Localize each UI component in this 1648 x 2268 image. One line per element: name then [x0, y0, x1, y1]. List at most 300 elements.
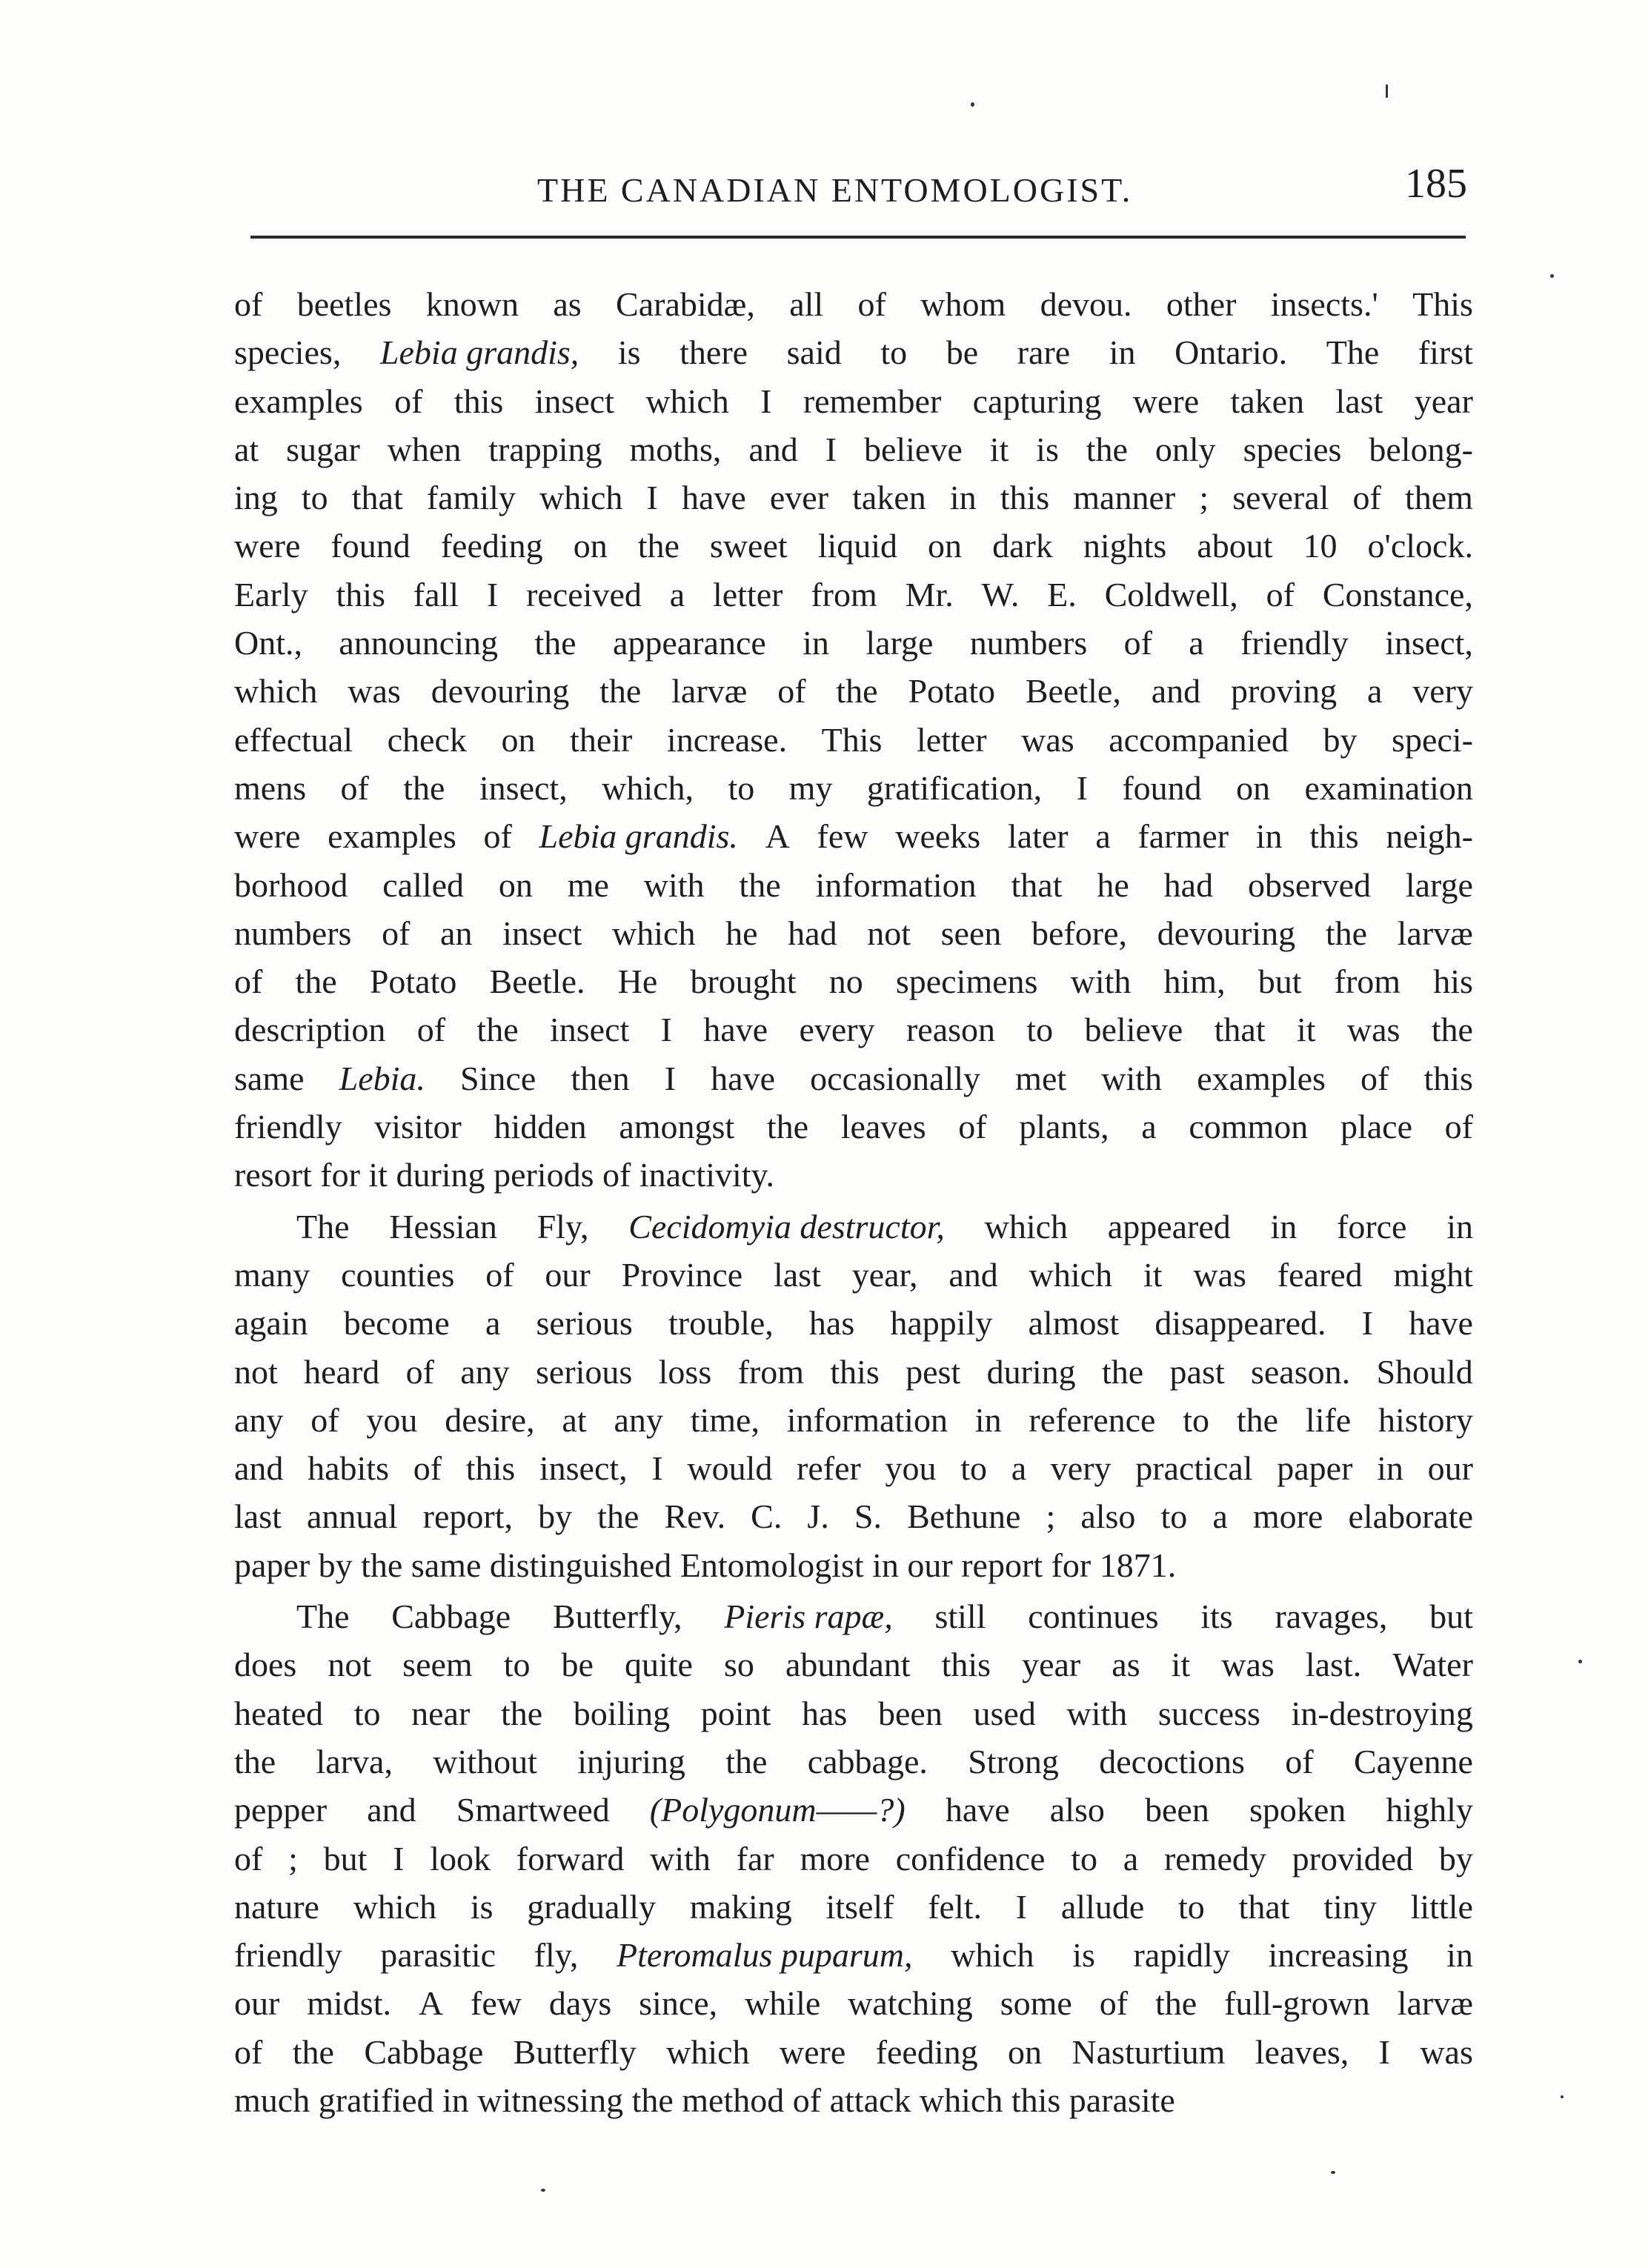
word: borhood [234, 865, 348, 904]
word: their [570, 720, 633, 759]
italic-term: Lebia. [339, 1059, 425, 1097]
word: not [867, 914, 911, 952]
word: to [1026, 1011, 1054, 1049]
word: was [1021, 720, 1074, 759]
word: met [1015, 1059, 1067, 1097]
word: the [1431, 1011, 1473, 1049]
word: as [553, 285, 582, 323]
word: Ont., [234, 624, 302, 662]
word: cabbage. [807, 1742, 928, 1780]
word: decoctions [1099, 1742, 1245, 1780]
word: Province [621, 1255, 743, 1294]
word: not [234, 1352, 278, 1391]
word: me [567, 865, 609, 904]
word: a [1123, 1839, 1139, 1878]
text-line [234, 1054, 1473, 1103]
word: tiny [1323, 1887, 1377, 1926]
word: while [745, 1984, 821, 2023]
word: few [817, 817, 868, 856]
word: last [234, 1497, 282, 1536]
text-line [234, 1979, 1473, 2027]
word: reason [906, 1011, 996, 1049]
word: plants, [1019, 1108, 1109, 1146]
word: method [682, 2081, 793, 2119]
text-line [234, 425, 1473, 473]
word: had [1163, 865, 1214, 904]
word: gradually [527, 1887, 657, 1926]
word: the [766, 1108, 809, 1146]
word: appeared [1107, 1207, 1231, 1246]
word: the [1154, 1984, 1197, 2023]
word: by [1323, 720, 1358, 759]
word: Entomologist [680, 1546, 873, 1584]
word: year, [851, 1255, 918, 1294]
word: Mr. [905, 575, 954, 613]
word: it [368, 1156, 396, 1194]
word: life [1305, 1400, 1352, 1439]
word: same [234, 1059, 305, 1097]
word: the [295, 962, 337, 1001]
text-line [234, 1835, 1473, 1883]
word: become [343, 1304, 450, 1343]
word: farmer [1137, 817, 1229, 856]
word: of [405, 1352, 434, 1391]
word: leaves, [1255, 2032, 1349, 2071]
word: little [1410, 1887, 1473, 1926]
word: this [941, 1646, 991, 1684]
word: parasitic [380, 1936, 496, 1975]
word: almost [1028, 1304, 1120, 1343]
word: increase. [666, 720, 788, 759]
word: abundant [785, 1646, 911, 1684]
italic-term: (Polygonum——?) [649, 1791, 906, 1829]
word: of [394, 382, 423, 420]
word: trouble, [668, 1304, 774, 1343]
word: all [789, 285, 824, 323]
word: ; [1199, 479, 1209, 517]
word: time, [690, 1400, 760, 1439]
word: Butterfly [513, 2032, 637, 2071]
word: weeks [895, 817, 981, 856]
word: of [416, 1011, 446, 1049]
word: watching [848, 1984, 973, 2023]
word: which, [602, 768, 694, 807]
word: I [825, 430, 837, 468]
word: ; [1046, 1497, 1056, 1536]
word: in [803, 624, 829, 662]
italic-term: Lebia grandis, [379, 333, 579, 372]
word: our [234, 1984, 280, 2023]
word: my [788, 768, 833, 807]
word: serious [536, 1304, 633, 1343]
word: in [872, 1546, 908, 1584]
word: been [878, 1694, 943, 1732]
word: look [430, 1839, 491, 1878]
word: year [1022, 1646, 1081, 1684]
word: have [711, 1059, 775, 1097]
word: Should [1376, 1352, 1473, 1391]
word: days [548, 1984, 612, 2023]
word: he [725, 914, 758, 952]
word: the [836, 672, 878, 711]
word: to [728, 768, 755, 807]
word: more [1252, 1497, 1323, 1536]
word: that [1214, 1011, 1266, 1049]
word: devouring [431, 672, 570, 711]
word: Potato [908, 672, 995, 711]
word: very [1412, 672, 1473, 711]
word: the [631, 2081, 682, 2119]
word: to [503, 1646, 531, 1684]
word: season. [1250, 1352, 1351, 1391]
word: used [973, 1694, 1036, 1732]
word: no [828, 962, 863, 1001]
word: nights [1083, 527, 1167, 565]
word: to [1183, 1400, 1210, 1439]
word: which [234, 672, 318, 711]
word: distinguished [489, 1546, 680, 1584]
text-line [234, 1883, 1473, 1931]
text-line [234, 1203, 1473, 1251]
word: paper [1277, 1449, 1353, 1488]
word: his [1433, 962, 1473, 1001]
word: in [949, 479, 977, 517]
word: continues [1028, 1597, 1159, 1636]
word: 1871. [1099, 1546, 1177, 1584]
word: resort [234, 1156, 321, 1194]
word: the [292, 2032, 334, 2071]
word: Carabidæ, [616, 285, 755, 323]
word: Since [460, 1059, 536, 1097]
word: serious [536, 1352, 633, 1391]
word: Smartweed [456, 1791, 610, 1829]
word: a [669, 575, 685, 613]
word: I [760, 382, 772, 420]
text-line [234, 1299, 1473, 1347]
word: amongst [619, 1108, 735, 1146]
word: was [1420, 2032, 1473, 2071]
word: that [351, 479, 403, 517]
word: of [1099, 1984, 1129, 2023]
word: Beetle. [489, 962, 585, 1001]
word: This [1412, 285, 1473, 323]
word: known [425, 285, 519, 323]
word: this [830, 1352, 880, 1391]
word: which [612, 914, 696, 952]
word: information [786, 1400, 948, 1439]
italic-term: Pteromalus puparum, [616, 1936, 913, 1975]
word: habits [308, 1449, 389, 1488]
text-line [234, 764, 1473, 812]
word: The [1326, 333, 1380, 372]
italic-term: Pieris rapæ, [724, 1597, 893, 1636]
word: of [1444, 1108, 1473, 1146]
word: Strong [968, 1742, 1059, 1780]
word: few [471, 1984, 522, 2023]
word: specimens [895, 962, 1038, 1001]
text-line [234, 571, 1473, 619]
word: on [1008, 2032, 1043, 2071]
word: friendly [234, 1936, 342, 1975]
text-line [234, 909, 1473, 957]
text-line [234, 1492, 1473, 1540]
word: periods [494, 1156, 602, 1194]
word: of [485, 1255, 514, 1294]
word: the [725, 1742, 768, 1780]
text-line [234, 280, 1473, 328]
word: our [1427, 1449, 1473, 1488]
text-line [234, 1005, 1473, 1054]
word: capturing [972, 382, 1102, 420]
word: and [1151, 672, 1201, 711]
word: letter [712, 575, 783, 613]
text-line [234, 1786, 1473, 1834]
word: of [1360, 1059, 1389, 1097]
word: so [724, 1646, 754, 1684]
text-line [234, 1640, 1473, 1689]
word: an [440, 914, 473, 952]
word: again [234, 1304, 308, 1343]
word: during [396, 1156, 494, 1194]
word: friendly [1240, 624, 1349, 662]
text-line [234, 1251, 1473, 1299]
word: numbers [969, 624, 1088, 662]
word: making [689, 1887, 792, 1926]
word: is [1036, 430, 1059, 468]
word: W. [981, 575, 1020, 613]
word: of [234, 285, 263, 323]
word: large [1405, 865, 1473, 904]
word: o'clock. [1367, 527, 1473, 565]
word: I [1378, 2032, 1390, 2071]
word: at [562, 1400, 587, 1439]
word: larvæ [671, 672, 748, 711]
word: appearance [612, 624, 766, 662]
word: description [234, 1011, 386, 1049]
text-line [234, 1348, 1473, 1396]
word: is [1072, 1936, 1095, 1975]
word: brought [690, 962, 797, 1001]
word: trapping [488, 430, 602, 468]
word: by [538, 1497, 573, 1536]
word: annual [306, 1497, 398, 1536]
word: counties [341, 1255, 455, 1294]
word: insect [502, 914, 582, 952]
word: taken [852, 479, 926, 517]
word: inactivity. [639, 1156, 775, 1194]
word: this [453, 382, 504, 420]
word: spoken [1249, 1791, 1346, 1829]
word: might [1393, 1255, 1473, 1294]
word: common [1189, 1108, 1309, 1146]
text-line [234, 1737, 1473, 1786]
word: neigh- [1386, 817, 1473, 856]
word: I [393, 1839, 405, 1878]
word: a [1011, 1449, 1027, 1488]
word: in [1446, 1207, 1473, 1246]
word: insect [549, 1011, 630, 1049]
word: believe [1084, 1011, 1183, 1049]
word: last [1335, 382, 1383, 420]
text-line [234, 861, 1473, 909]
word: remember [803, 382, 942, 420]
word: 10 [1303, 527, 1338, 565]
word: witnessing [477, 2081, 632, 2119]
word: also [1049, 1791, 1105, 1829]
word: the [534, 624, 577, 662]
word: A [765, 817, 790, 856]
word: and [748, 430, 798, 468]
word: which [645, 382, 729, 420]
word: a [1141, 1108, 1157, 1146]
word: about [1197, 527, 1273, 565]
word: Rev. [664, 1497, 726, 1536]
word: this [1309, 817, 1359, 856]
word: highly [1386, 1791, 1473, 1829]
word: when [387, 430, 462, 468]
word: have [1409, 1304, 1473, 1343]
word: any [460, 1352, 510, 1391]
word: that [1238, 1887, 1290, 1926]
word: to [1071, 1839, 1098, 1878]
word: called [382, 865, 464, 904]
word: provided [1292, 1839, 1414, 1878]
word: ever [769, 479, 829, 517]
word: remedy [1163, 1839, 1266, 1878]
word: which [666, 2032, 750, 2071]
word: I [1015, 1887, 1028, 1926]
word: I [664, 1059, 677, 1097]
word: its [1200, 1597, 1233, 1636]
word: them [1404, 479, 1473, 517]
word: you [366, 1400, 418, 1439]
word: of [1123, 624, 1152, 662]
word: also [1080, 1497, 1136, 1536]
word: report, [422, 1497, 514, 1536]
word: Cayenne [1353, 1742, 1473, 1780]
word: I [1361, 1304, 1373, 1343]
word: I [646, 479, 658, 517]
word: friendly [234, 1108, 342, 1146]
word: this [465, 1449, 516, 1488]
word: of [234, 962, 263, 1001]
word: elaborate [1348, 1497, 1473, 1536]
journal-title: THE CANADIAN ENTOMOLOGIST. [537, 171, 1133, 209]
word: our [907, 1546, 962, 1584]
word: from [737, 1352, 804, 1391]
word: feared [1277, 1255, 1363, 1294]
word: the [1236, 1400, 1279, 1439]
word: for [320, 1156, 369, 1194]
word: Bethune [907, 1497, 1021, 1536]
word: in [974, 1400, 1002, 1439]
word: feeding [440, 527, 543, 565]
word: I [486, 575, 499, 613]
word: but [1429, 1597, 1473, 1636]
word: our [545, 1255, 591, 1294]
word: Water [1392, 1646, 1473, 1684]
word: insect, [539, 1449, 628, 1488]
word: reference [1029, 1400, 1156, 1439]
word: taken [1230, 382, 1305, 420]
word: moths, [629, 430, 722, 468]
word: last [773, 1255, 821, 1294]
word: first [1418, 333, 1473, 372]
word: sweet [709, 527, 788, 565]
word: whom [920, 285, 1006, 323]
word: before, [1031, 914, 1128, 952]
word: Beetle, [1025, 672, 1121, 711]
word: C. [751, 1497, 783, 1536]
word: itself [825, 1887, 894, 1926]
word: later [1007, 817, 1069, 856]
text-line [234, 1592, 1473, 1640]
word: for [1051, 1546, 1100, 1584]
word: which [353, 1887, 437, 1926]
word: more [800, 1839, 870, 1878]
word: of [792, 2081, 830, 2119]
word: of [602, 1156, 639, 1194]
word: then [571, 1059, 630, 1097]
word: place [1340, 1108, 1412, 1146]
word: far [736, 1839, 774, 1878]
word: the [234, 1742, 276, 1780]
word: by [318, 1546, 362, 1584]
word: belong- [1369, 430, 1473, 468]
word: of [1352, 479, 1381, 517]
text-line [234, 328, 1473, 376]
word: still [934, 1597, 986, 1636]
text-line [234, 377, 1473, 425]
word: during [986, 1352, 1076, 1391]
text-line [234, 1541, 1473, 1589]
word: boiling [573, 1694, 671, 1732]
word: was [1221, 1646, 1275, 1684]
word: allude [1060, 1887, 1145, 1926]
word: with [1070, 962, 1132, 1001]
word: history [1378, 1400, 1473, 1439]
word: larvæ [1397, 914, 1473, 952]
word: of [958, 1108, 987, 1146]
word: leaves [840, 1108, 926, 1146]
word: of [777, 672, 806, 711]
word: occasionally [810, 1059, 981, 1097]
word: a [1095, 817, 1111, 856]
word: have [703, 1011, 768, 1049]
word: visitor [374, 1108, 462, 1146]
word: observed [1247, 865, 1371, 904]
word: Ontario. [1174, 333, 1288, 372]
word: that [1011, 865, 1063, 904]
word: point [700, 1694, 771, 1732]
word: there [680, 333, 748, 372]
word: in [1446, 1936, 1473, 1975]
word: examples [234, 382, 363, 420]
article-body [234, 280, 1473, 2124]
word: injuring [577, 1742, 685, 1780]
word: any [234, 1400, 284, 1439]
word: very [1050, 1449, 1112, 1488]
word: on [573, 527, 608, 565]
word: the [599, 672, 642, 711]
text-line [234, 619, 1473, 667]
word: have [681, 479, 746, 517]
word: The [296, 1207, 350, 1246]
word: seem [402, 1646, 473, 1684]
word: heard [304, 1352, 380, 1391]
word: said [786, 333, 842, 372]
word: gratified [318, 2081, 443, 2119]
